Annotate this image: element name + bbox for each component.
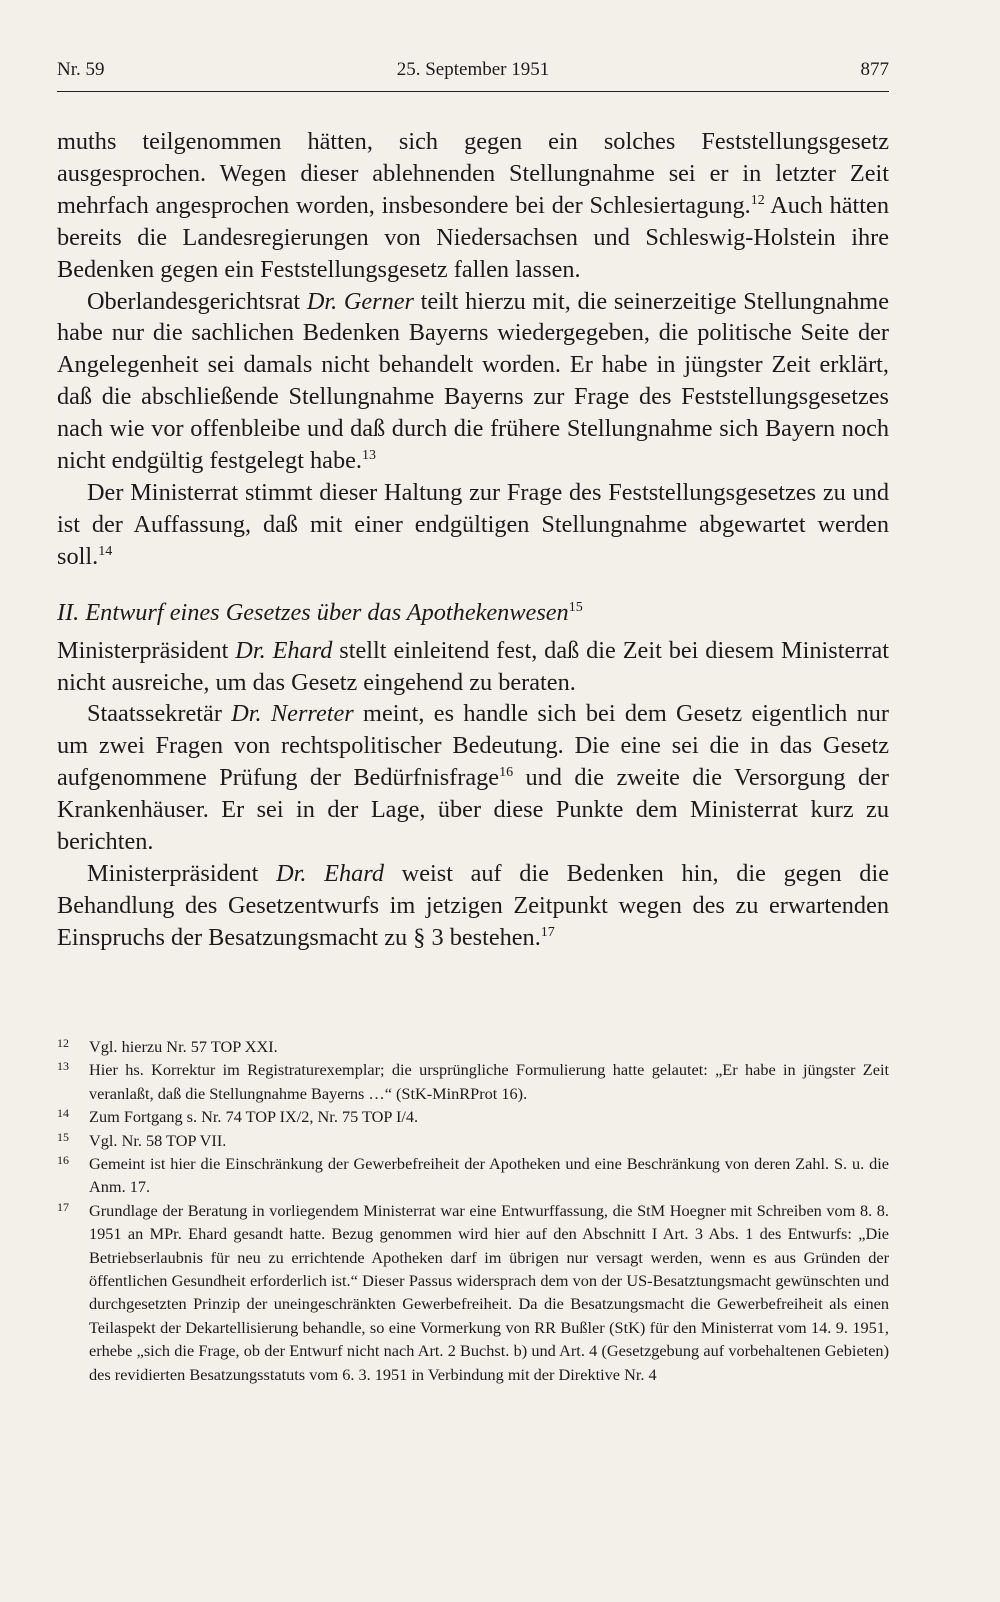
text-run: und die zweite die Versorgung der Krankenhäuser. Er sei in der Lage, über diese Punkte dem Ministerrat kurz zu berichten. — [57, 764, 889, 856]
person-name: Dr. Ehard — [235, 636, 333, 664]
footnote — [57, 1129, 889, 1152]
footnote-number: 17 — [57, 1199, 69, 1214]
footnote — [57, 1105, 889, 1128]
footnote-ref: 17 — [540, 924, 555, 940]
footnote-text: Vgl. hierzu Nr. 57 TOP XXI. — [89, 1037, 278, 1056]
document-number: Nr. 59 — [57, 59, 105, 80]
footnote-number: 13 — [57, 1059, 69, 1074]
paragraph — [57, 858, 889, 954]
person-name: Dr. Nerreter — [231, 700, 354, 728]
text-run: Ministerpräsident — [57, 636, 236, 664]
paragraph — [57, 698, 889, 858]
text-run: Ministerpräsident — [87, 859, 277, 887]
footnote-text: Hier hs. Korrektur im Registraturexemplar; die ursprüngliche Formulierung hatte gelautet: „Er habe in jüngster Zeit veranlaßt, daß die Stellungnahme Bayerns …“ (StK-MinRProt 16). — [89, 1060, 889, 1103]
text-run: muths teilgenommen hätten, sich gegen ein solches Feststellungsgesetz ausgesprochen. Wegen dieser ablehnenden Stellungnahme sei er in letzter Zeit mehrfach angesprochen worden, insbesondere bei der Schlesiertagung. — [57, 128, 889, 219]
paragraph — [57, 126, 889, 286]
footnote — [57, 1152, 889, 1199]
section-heading — [57, 597, 889, 629]
text-run: weist auf die Bedenken hin, die gegen die Behandlung des Gesetzentwurfs im jetzigen Zeitpunkt wegen des zu erwartenden Einspruchs der Besatzungsmacht zu § 3 bestehen. — [57, 859, 889, 951]
text-run: teilt hierzu mit, die seinerzeitige Stellungnahme habe nur die sachlichen Bedenken Bayerns wiedergegeben, die politische Seite der Angelegenheit sei damals nicht behandelt worden. Er habe in jüngster Zeit erklärt, daß die abschließende Stellungnahme Bayerns zur Frage des Feststellungsgesetzes nach wie vor offenbleibe und daß durch die frühere Stellungnahme sich Bayern noch nicht endgültig festgelegt habe. — [57, 287, 889, 475]
text-run: stellt einleitend fest, daß die Zeit bei diesem Ministerrat nicht ausreiche, um das Gesetz eingehend zu beraten. — [57, 636, 889, 696]
footnote-text: Zum Fortgang s. Nr. 74 TOP IX/2, Nr. 75 TOP I/4. — [89, 1107, 419, 1127]
footnote-text: Vgl. Nr. 58 TOP VII. — [89, 1130, 227, 1150]
footnotes — [57, 1035, 889, 1386]
text-run: Der Ministerrat stimmt dieser Haltung zur Frage des Feststellungsgesetzes zu und ist der Auffassung, daß mit einer endgültigen Stellungnahme abgewartet werden soll. — [57, 478, 889, 570]
document-page — [57, 0, 889, 1602]
person-name: Dr. Gerner — [306, 287, 415, 315]
text-run: Oberlandesgerichtsrat — [87, 287, 307, 315]
header-date: 25. September 1951 — [396, 59, 550, 80]
footnote-ref: 14 — [98, 543, 113, 559]
text-run: meint, es handle sich bei dem Gesetz eigentlich nur um zwei Fragen von rechtspolitischer Bedeutung. Die eine sei die in das Gesetz aufgenommene Prüfung der Bedürfnisfrage — [57, 700, 889, 792]
footnote-number: 14 — [57, 1106, 69, 1121]
paragraph — [57, 286, 889, 477]
footnote-ref: 12 — [750, 192, 765, 208]
footnote — [57, 1058, 889, 1105]
footnote-ref: 15 — [568, 599, 583, 615]
person-name: Dr. Ehard — [276, 859, 384, 887]
page-number: 877 — [860, 59, 889, 80]
footnote — [57, 1199, 889, 1386]
footnote-text: Gemeint ist hier die Einschränkung der Gewerbefreiheit der Apotheken und eine Beschränkung von deren Zahl. S. u. die Anm. 17. — [89, 1154, 889, 1197]
footnote-ref: 13 — [361, 447, 376, 463]
footnote-number: 12 — [57, 1036, 69, 1050]
footnote-number: 16 — [57, 1153, 69, 1168]
paragraph — [57, 635, 889, 699]
footnote-number: 15 — [57, 1129, 69, 1144]
person-name: II. Entwurf eines Gesetzes über das Apothekenwesen — [57, 598, 569, 626]
running-header — [57, 57, 889, 92]
footnote-ref: 16 — [499, 765, 514, 781]
footnote-text: Grundlage der Beratung in vorliegendem Ministerrat war eine Entwurffassung, die StM Hoegner mit Schreiben vom 8. 8. 1951 an MPr. Ehard gesandt hatte. Bezug genommen wird hier auf den Abschnitt I Art. 3 Abs. 1 des Entwurfs: „Die Betriebserlaubnis für neu zu errichtende Apotheken darf im übrigen nur versagt werden, wenn es aus Gründen der öffentlichen Gesundheit erforderlich ist.“ Dieser Passus widersprach dem von der US-Besatztungsmacht gewünschten und durchgesetzten Prinzip der uneingeschränkten Gewerbefreiheit. Da die Besatzungsmacht die Gewerbefreiheit als einen Teilaspekt der Dekartellisierung behandle, so eine Vormerkung von RR Bußler (StK) für den Ministerrat vom 14. 9. 1951, erhebe „sich die Frage, ob der Entwurf nicht nach Art. 2 Buchst. b) und Art. 4 (Gesetzgebung auf vorbehaltenen Gebieten) des revidierten Besatzungsstatuts vom 6. 3. 1951 in Verbindung mit der Direktive Nr. 4 — [89, 1200, 889, 1384]
main-text — [57, 126, 889, 954]
paragraph — [57, 477, 889, 573]
text-run: Auch hätten bereits die Landesregierungen von Niedersachsen und Schleswig-Holstein ihre Bedenken gegen ein Feststellungsgesetz fallen lassen. — [57, 191, 889, 283]
text-run: Staatssekretär — [87, 700, 232, 728]
footnote — [57, 1035, 889, 1058]
